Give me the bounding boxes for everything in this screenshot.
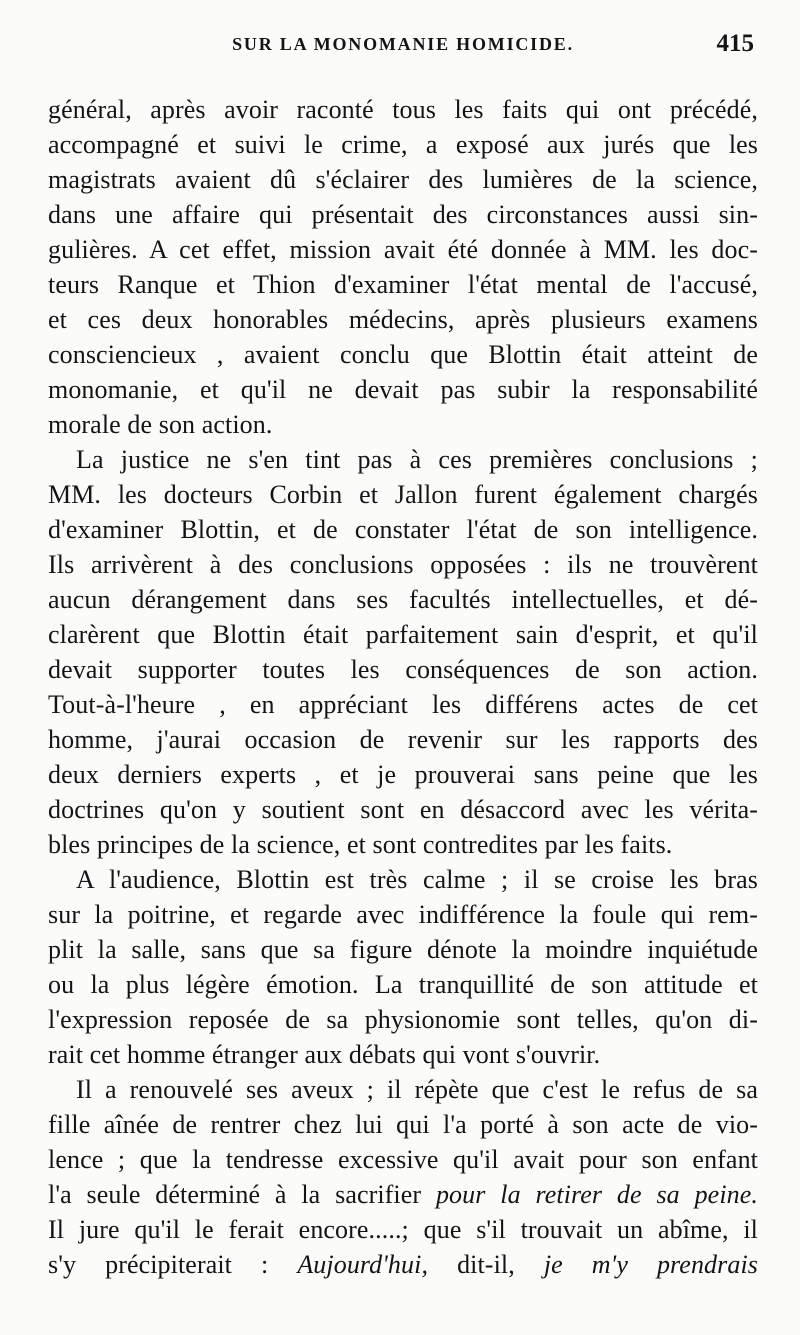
text-line: aucun dérangement dans ses facultés intellectuelles, et dé- bbox=[48, 585, 758, 614]
text-line: lence ; que la tendresse excessive qu'il avait pour son enfant bbox=[48, 1145, 758, 1174]
italic-phrase: Aujourd'hui, bbox=[297, 1250, 429, 1279]
text-line: Tout-à-l'heure , en appréciant les différens actes de cet bbox=[48, 690, 758, 719]
text-line: monomanie, et qu'il ne devait pas subir la responsabilité bbox=[48, 375, 758, 404]
text-segment: l'a seule déterminé à la sacrifier bbox=[48, 1180, 422, 1209]
text-line: morale de son action. bbox=[48, 410, 273, 439]
text-line-mixed bbox=[48, 1177, 758, 1212]
text-line: consciencieux , avaient conclu que Blottin était atteint de bbox=[48, 340, 758, 369]
text-line: teurs Ranque et Thion d'examiner l'état mental de l'accusé, bbox=[48, 270, 758, 299]
text-line: bles principes de la science, et sont contredites par les faits. bbox=[48, 830, 673, 859]
running-header bbox=[48, 26, 758, 62]
text-line-mixed bbox=[48, 1247, 758, 1282]
text-line: clarèrent que Blottin était parfaitement sain d'esprit, et qu'il bbox=[48, 620, 758, 649]
text-line: et ces deux honorables médecins, après plusieurs examens bbox=[48, 305, 758, 334]
text-line: doctrines qu'on y soutient sont en désaccord avec les vérita- bbox=[48, 795, 758, 824]
text-line: fille aînée de rentrer chez lui qui l'a porté à son acte de vio- bbox=[48, 1110, 758, 1139]
text-line: général, après avoir raconté tous les faits qui ont précédé, bbox=[48, 95, 758, 124]
text-segment: dit-il, bbox=[457, 1250, 515, 1279]
text-line: deux derniers experts , et je prouverai sans peine que les bbox=[48, 760, 758, 789]
page-content bbox=[48, 26, 758, 1282]
text-line: rait cet homme étranger aux débats qui vont s'ouvrir. bbox=[48, 1040, 601, 1069]
text-line: accompagné et suivi le crime, a exposé aux jurés que les bbox=[48, 130, 758, 159]
text-line: ou la plus légère émotion. La tranquillité de son attitude et bbox=[48, 970, 758, 999]
text-line: l'expression reposée de sa physionomie sont telles, qu'on di- bbox=[48, 1005, 758, 1034]
text-line: magistrats avaient dû s'éclairer des lumières de la science, bbox=[48, 165, 758, 194]
page-number: 415 bbox=[716, 30, 754, 57]
text-line: homme, j'aurai occasion de revenir sur les rapports des bbox=[48, 725, 758, 754]
text-line: MM. les docteurs Corbin et Jallon furent également chargés bbox=[48, 480, 758, 509]
text-line: Il jure qu'il le ferait encore.....; que s'il trouvait un abîme, il bbox=[48, 1215, 758, 1244]
text-segment: s'y précipiterait : bbox=[48, 1250, 269, 1279]
text-line: devait supporter toutes les conséquences de son action. bbox=[48, 655, 758, 684]
text-line: Ils arrivèrent à des conclusions opposées : ils ne trouvèrent bbox=[48, 550, 758, 579]
text-line: Il a renouvelé ses aveux ; il répète que c'est le refus de sa bbox=[76, 1075, 758, 1104]
text-line: La justice ne s'en tint pas à ces premières conclusions ; bbox=[76, 445, 758, 474]
italic-phrase: pour la retirer de sa peine. bbox=[435, 1180, 758, 1209]
text-line: gulières. A cet effet, mission avait été donnée à MM. les doc- bbox=[48, 235, 758, 264]
italic-phrase: je m'y prendrais bbox=[543, 1250, 758, 1279]
text-line: d'examiner Blottin, et de constater l'état de son intelligence. bbox=[48, 515, 758, 544]
text-line: dans une affaire qui présentait des circonstances aussi sin- bbox=[48, 200, 758, 229]
text-line: plit la salle, sans que sa figure dénote la moindre inquiétude bbox=[48, 935, 758, 964]
text-line: sur la poitrine, et regarde avec indifférence la foule qui rem- bbox=[48, 900, 758, 929]
body-text bbox=[48, 92, 758, 1282]
text-line: A l'audience, Blottin est très calme ; il se croise les bras bbox=[76, 865, 758, 894]
running-title: SUR LA MONOMANIE HOMICIDE. bbox=[232, 34, 574, 54]
